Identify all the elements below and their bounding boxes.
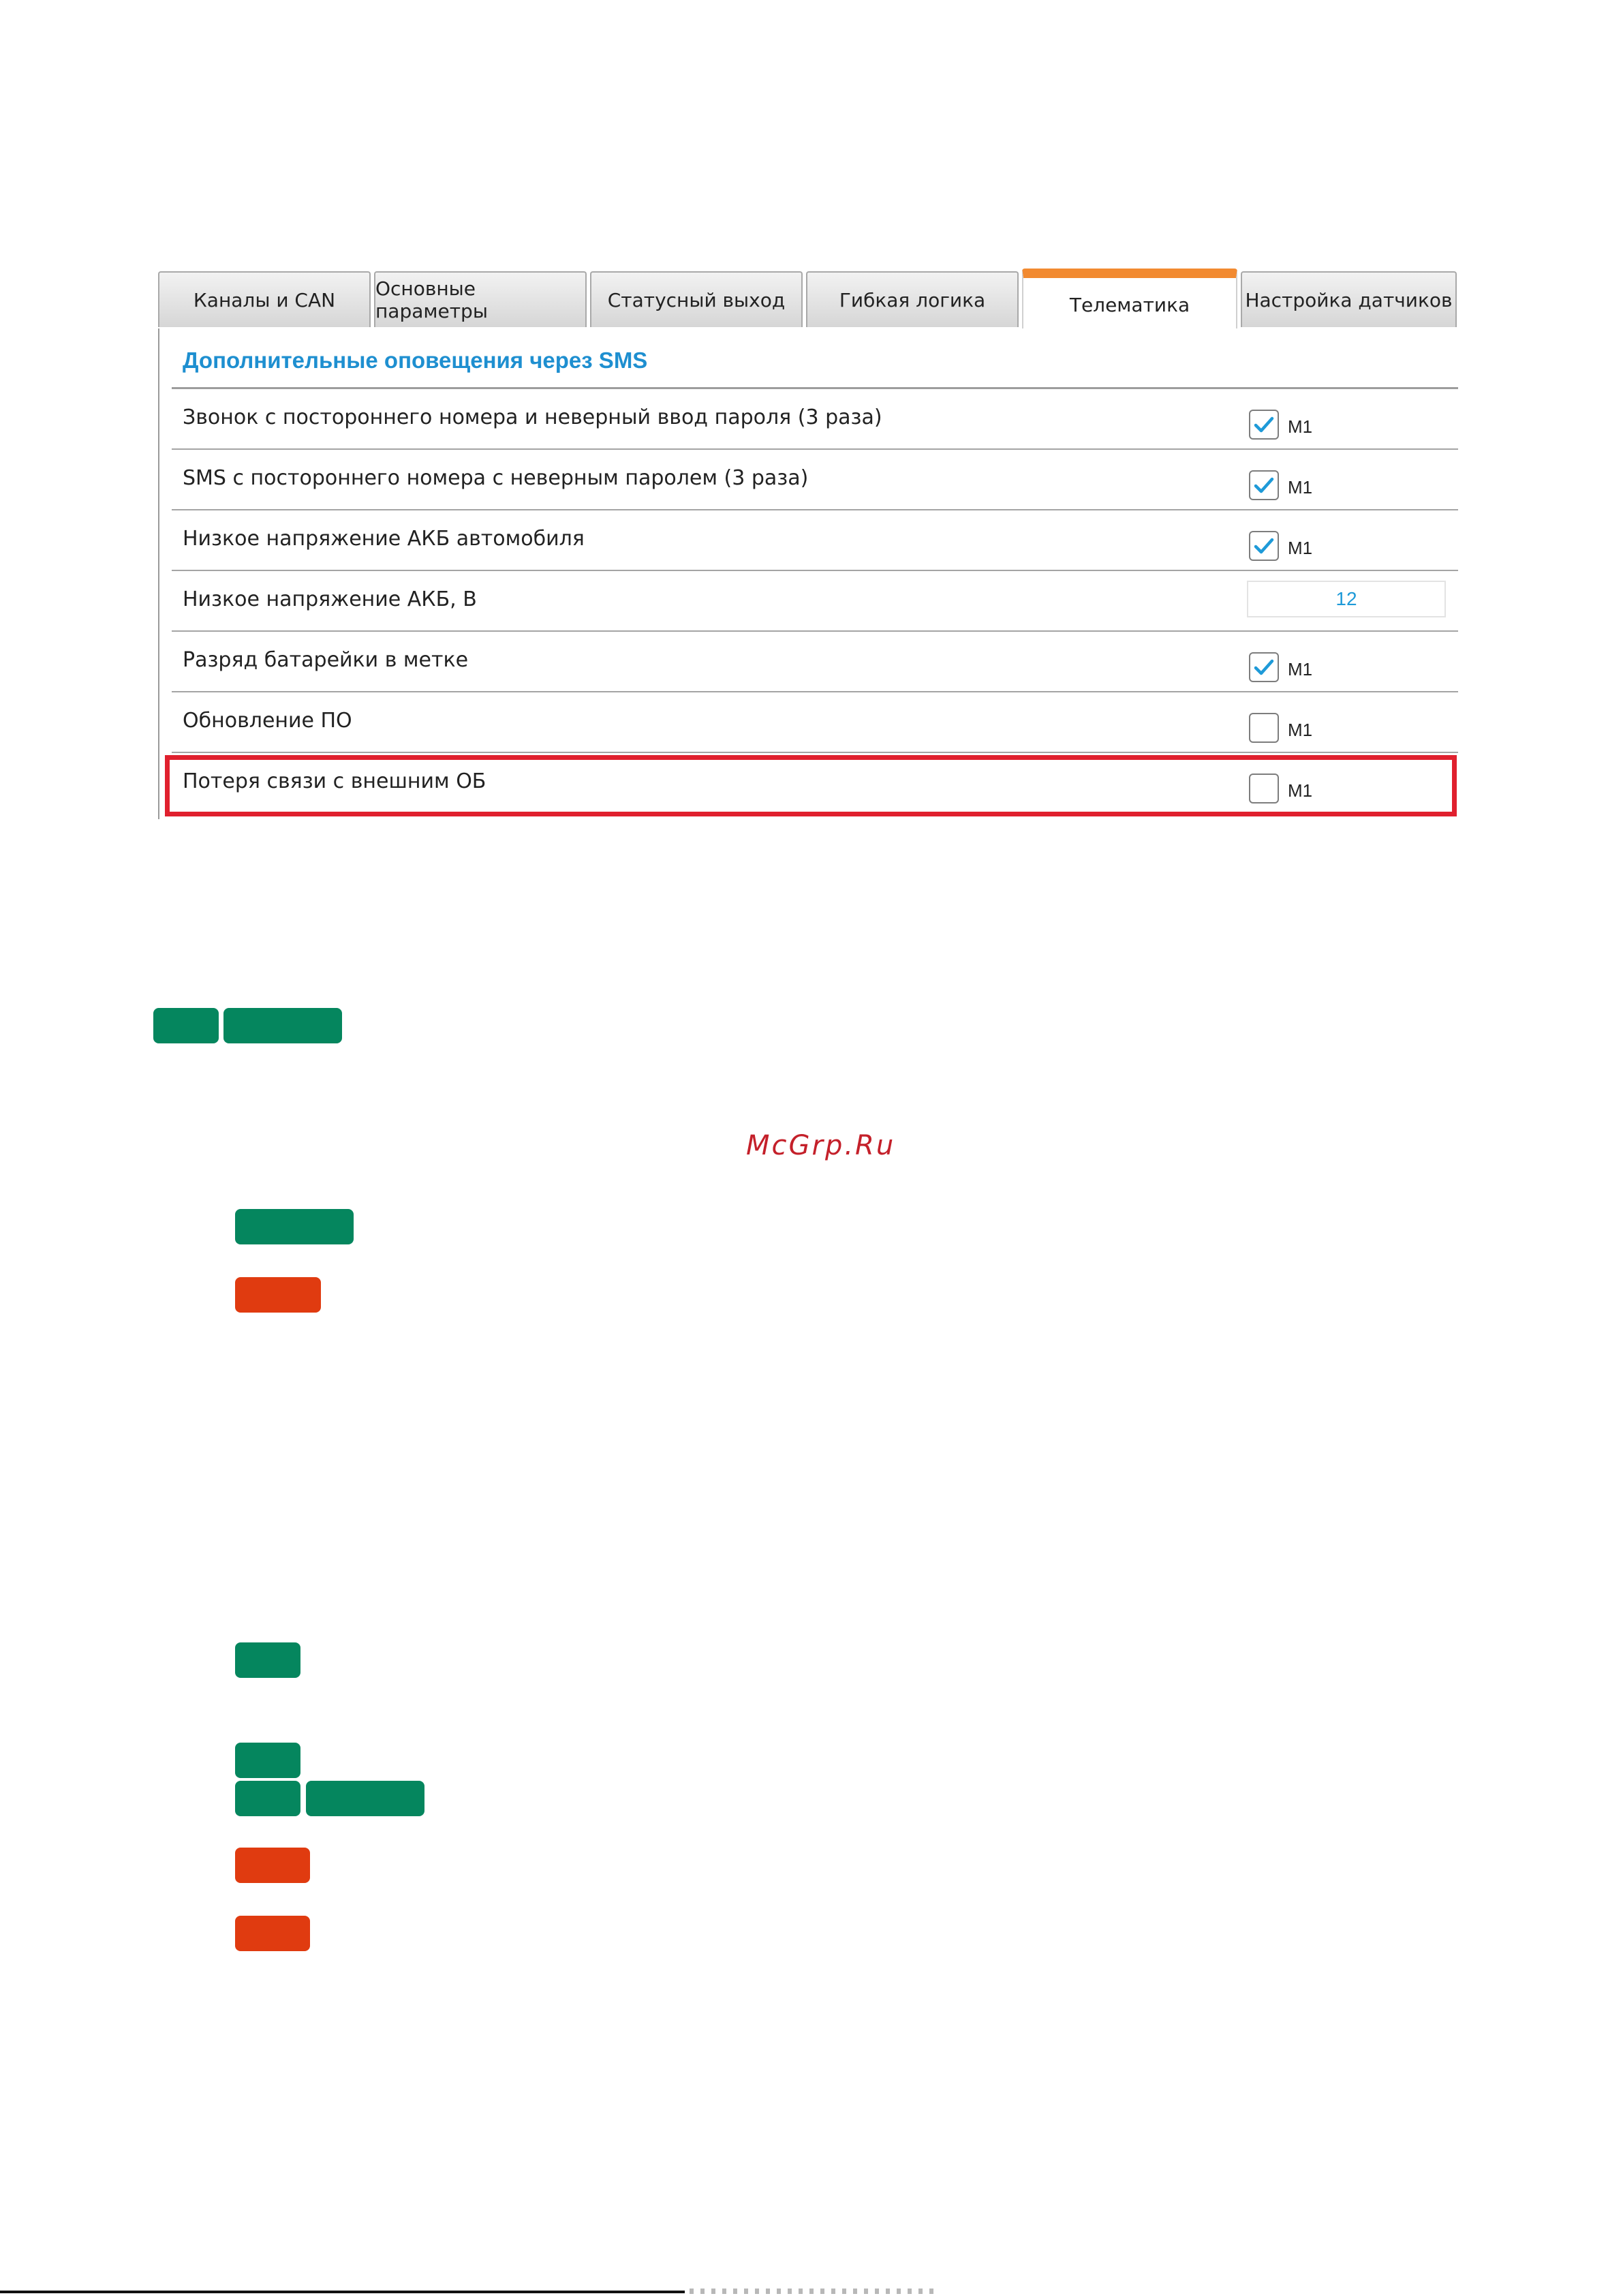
row-checkbox[interactable] [1249, 470, 1279, 500]
row-checkbox[interactable] [1249, 531, 1279, 561]
checkmark-icon [1253, 656, 1275, 678]
row-tag: M1 [1288, 780, 1313, 801]
row-tag: M1 [1288, 538, 1313, 558]
voltage-threshold-input[interactable] [1247, 581, 1446, 617]
highlight-box [165, 755, 1457, 816]
section-title: Дополнительные оповещения через SMS [183, 348, 648, 373]
row-tag: M1 [1288, 659, 1313, 679]
redacted-block [235, 1277, 321, 1313]
row-label: Потеря связи с внешним ОБ [183, 769, 486, 793]
settings-row [172, 450, 1458, 510]
tab-content [158, 328, 1457, 819]
row-tag: M1 [1288, 416, 1313, 437]
checkmark-icon [1253, 474, 1275, 496]
tab-flexible-logic[interactable]: Гибкая логика [806, 271, 1019, 327]
row-label: Разряд батарейки в метке [183, 648, 469, 672]
redacted-block [235, 1781, 300, 1816]
checkmark-icon [1253, 414, 1275, 435]
settings-row [172, 632, 1458, 692]
settings-panel [158, 269, 1457, 819]
redacted-block [235, 1209, 354, 1244]
row-checkbox[interactable] [1249, 410, 1279, 440]
checkmark-icon [1253, 535, 1275, 557]
redacted-block [153, 1008, 219, 1043]
tab-telematics[interactable]: Телематика [1022, 269, 1237, 328]
watermark: McGrp.Ru [746, 1130, 896, 1161]
tab-bar [158, 269, 1457, 328]
row-label: Звонок с постороннего номера и неверный ввод пароля (3 раза) [183, 405, 882, 429]
settings-row [172, 389, 1458, 450]
tab-main-parameters[interactable]: Основные параметры [374, 271, 587, 327]
redacted-block [306, 1781, 424, 1816]
row-tag: M1 [1288, 477, 1313, 498]
row-label: Обновление ПО [183, 709, 352, 733]
redacted-block [235, 1743, 300, 1778]
redacted-block [235, 1642, 300, 1678]
redacted-block [235, 1848, 310, 1883]
row-tag: M1 [1288, 720, 1313, 740]
row-label: Низкое напряжение АКБ автомобиля [183, 527, 585, 551]
footer-text-fragment [690, 2289, 935, 2294]
settings-row [172, 571, 1458, 632]
settings-row [172, 692, 1458, 753]
settings-row [172, 510, 1458, 571]
redacted-block [223, 1008, 342, 1043]
row-checkbox[interactable] [1249, 713, 1279, 743]
tab-status-output[interactable]: Статусный выход [590, 271, 803, 327]
row-label: SMS с постороннего номера с неверным паролем (3 раза) [183, 466, 809, 490]
redacted-block [235, 1916, 310, 1951]
row-label: Низкое напряжение АКБ, В [183, 587, 477, 611]
row-checkbox[interactable] [1249, 652, 1279, 682]
tab-channels-can[interactable]: Каналы и CAN [158, 271, 371, 327]
footer-rule [0, 2291, 685, 2293]
tab-sensor-settings[interactable]: Настройка датчиков [1241, 271, 1457, 327]
